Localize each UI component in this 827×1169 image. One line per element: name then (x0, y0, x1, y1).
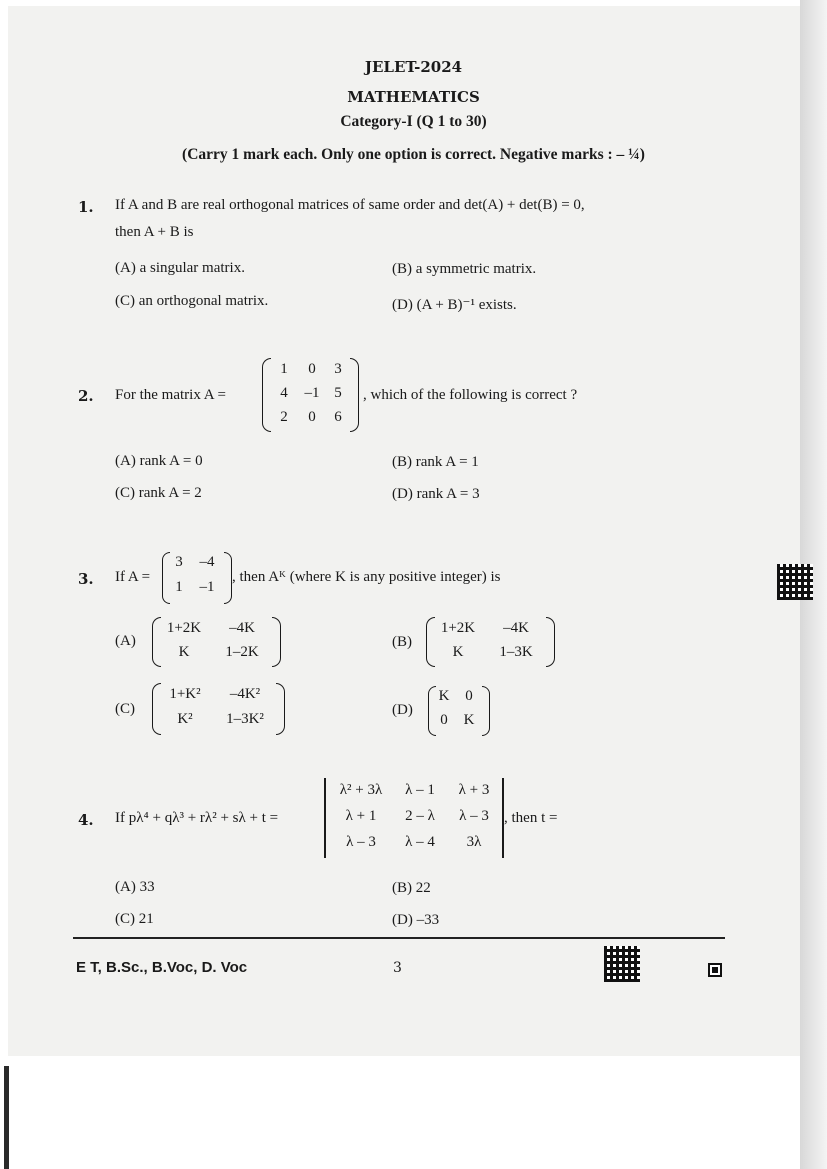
matrix-cell: 1–3K² (226, 711, 264, 727)
scan-margin (0, 1056, 827, 1169)
square-marker-icon (708, 963, 722, 977)
matrix-cell: 1 (280, 361, 288, 377)
matrix-cell: K (452, 644, 464, 660)
det-cell: λ + 1 (345, 808, 377, 824)
option-a: (A) 33 (115, 879, 155, 895)
matrix-cell: 1+2K (166, 620, 202, 636)
option-d: (D) (A + B)⁻¹ exists. (392, 297, 517, 313)
matrix-a (262, 358, 362, 432)
option-a: (A) rank A = 0 (115, 453, 203, 469)
right-paren (224, 552, 232, 604)
det-cell: λ – 3 (459, 808, 489, 824)
option-a-label: (A) (115, 633, 136, 649)
question-number: 3. (78, 570, 94, 588)
right-paren (272, 617, 281, 667)
option-d-label: (D) (392, 702, 413, 718)
matrix-cell: 1+K² (169, 686, 201, 702)
matrix-cell: 0 (308, 361, 316, 377)
right-paren (546, 617, 555, 667)
matrix-cell: 0 (308, 409, 316, 425)
option-b: (B) a symmetric matrix. (392, 261, 537, 277)
option-b-label: (B) (392, 634, 412, 650)
option-c: (C) 21 (115, 911, 154, 927)
question-tail: , then Aᴷ (where K is any positive integer) is (232, 569, 501, 585)
matrix-cell: K² (177, 711, 193, 727)
option-b-matrix (426, 617, 556, 667)
option-c: (C) rank A = 2 (115, 485, 202, 501)
left-paren (262, 358, 271, 432)
det-cell: 3λ (466, 834, 482, 850)
left-paren (162, 552, 170, 604)
right-paren (482, 686, 490, 736)
matrix-cell: 3 (175, 554, 183, 570)
option-c-label: (C) (115, 701, 135, 717)
option-d: (D) –33 (392, 912, 440, 928)
option-c-matrix (152, 683, 286, 735)
matrix-a (162, 552, 234, 604)
question-lead: For the matrix A = (115, 387, 226, 403)
det-cell: λ + 3 (458, 782, 490, 798)
footer-streams: E T, B.Sc., B.Voc, D. Voc (76, 959, 248, 976)
qr-code-icon (604, 946, 640, 982)
side-qr-code-icon (777, 564, 813, 600)
option-a: (A) a singular matrix. (115, 260, 245, 276)
option-a-matrix (152, 617, 282, 667)
option-d: (D) rank A = 3 (392, 486, 480, 502)
det-cell: λ – 4 (405, 834, 435, 850)
question-text: If A and B are real orthogonal matrices of same order and det(A) + det(B) = 0, (115, 197, 585, 213)
question-lead: If A = (115, 569, 151, 585)
matrix-cell: 3 (334, 361, 342, 377)
option-c: (C) an orthogonal matrix. (115, 293, 269, 309)
right-paren (276, 683, 285, 735)
exam-title: JELET-2024 (364, 58, 463, 76)
matrix-cell: –4K (229, 620, 255, 636)
matrix-cell: –4K (503, 620, 529, 636)
option-b: (B) 22 (392, 880, 431, 896)
matrix-cell: –1 (304, 385, 320, 401)
det-cell: λ² + 3λ (339, 782, 383, 798)
matrix-cell: K (178, 644, 190, 660)
matrix-cell: 5 (334, 385, 342, 401)
subject-title: MATHEMATICS (347, 88, 480, 106)
matrix-cell: 1–2K (225, 644, 259, 660)
question-number: 1. (78, 198, 94, 216)
matrix-cell: 0 (465, 688, 473, 704)
question-tail: , then t = (504, 810, 558, 826)
matrix-cell: 2 (280, 409, 288, 425)
det-cell: λ – 3 (346, 834, 376, 850)
det-cell: λ – 1 (405, 782, 435, 798)
matrix-cell: 1 (175, 579, 183, 595)
matrix-cell: –1 (199, 579, 215, 595)
determinant (322, 778, 506, 860)
question-number: 2. (78, 387, 94, 405)
question-text-cont: then A + B is (115, 224, 194, 240)
matrix-cell: –4K² (229, 686, 261, 702)
paper-sheet (8, 6, 802, 1062)
matrix-cell: 6 (334, 409, 342, 425)
matrix-cell: –4 (199, 554, 215, 570)
category-title: Category-I (Q 1 to 30) (340, 113, 487, 130)
footer-rule (73, 937, 725, 939)
marking-instructions: (Carry 1 mark each. Only one option is correct. Negative marks : – ¼) (182, 146, 645, 163)
scan-edge-mark (4, 1066, 9, 1169)
matrix-cell: 0 (440, 712, 448, 728)
question-tail: , which of the following is correct ? (363, 387, 578, 403)
matrix-cell: 4 (280, 385, 288, 401)
matrix-cell: K (463, 712, 475, 728)
option-b: (B) rank A = 1 (392, 454, 479, 470)
option-d-matrix (428, 686, 492, 736)
matrix-cell: 1+2K (440, 620, 476, 636)
question-number: 4. (78, 811, 94, 829)
det-cell: 2 – λ (405, 808, 435, 824)
matrix-cell: K (438, 688, 450, 704)
right-paren (350, 358, 359, 432)
matrix-cell: 1–3K (499, 644, 533, 660)
page-number: 3 (393, 960, 402, 976)
question-lead: If pλ⁴ + qλ³ + rλ² + sλ + t = (115, 810, 279, 826)
det-left-bar (324, 778, 326, 858)
